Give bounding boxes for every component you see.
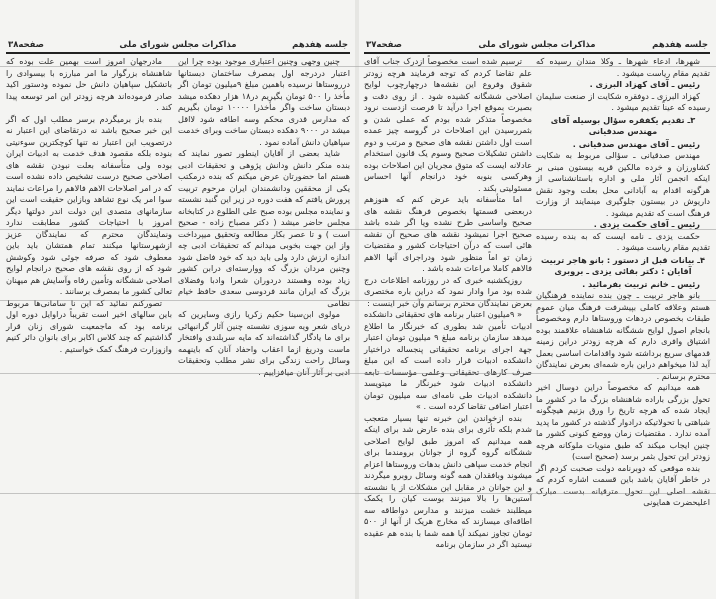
text-column-right	[178, 56, 350, 378]
paragraph: بانو هاجر تربیت ـ چون بنده نماینده فرهنگیان هستم وعلاقه کاملی بپیشرفت فرهنگ میان عموم طبقات بخصوص دردهات وروستاها دارم ومخصوصاً بانجام اصول لوایح ششگانه شاهنشاه علاقمند بوده اشتیاق وافری دارم که هرچه زودتر دراین زمینه قدمهای سریع برداشته شود واقدامات اساسی بعمل آید لذا میخواهم دراین باره شمه‌ای بعرض نمایندگان محترم برسانم .	[536, 290, 710, 381]
session-label: جلسه هفدهم	[292, 40, 348, 50]
paragraph: « ۹میلیون اعتبار برنامه های تحقیقاتی دانشکده ادبیات تأمین شد بطوری که خبرنگار ما اطلاع میدهد سازمان برنامه مبلغ ۹ میلیون تومان اعتبار جهة اجرای برنامه تحقیقاتی پنجساله دراختیار دانشکده ادبیات قرار داده است که این مبلغ صرف کارهای تحقیقاتی وعلمی مؤسسات تابعه دانشکده ادبیات شود خبرنگار ما میتویسد دانشکده ادبیات طی نامه‌ای سه میلیون تومان اعتبار اضافی تقاضا کرده است . »	[364, 309, 532, 411]
paragraph: چنین وجهی وچنین اعتباری موجود بوده چرا این اعتبار دردرجه اول بمصرف ساختمان دبستانها درروستاها نرسیده باهمین مبلغ ۹میلیون تومان اگر مأخذ را ۵۰۰ تومان بگیریم در۱۸ هزار دهکده میشد دبستان ساخت واگر مأخذرا ۱۰۰۰۰ تومان بگیریم که مدارس قدری محکم وسه اطاقه شود لااقل میشد در ۹۰۰۰ دهکده دبستان ساخت وبرای خدمت سپاهیان دانش آماده نمود .	[178, 56, 351, 147]
paragraph: بنده ازخواندن این خبرنه تنها بسیار متعجب شدم بلکه تأثری برای بنده عارض شد برای اینکه همه میدانیم که امروز طبق لوایح اصلاحی ششگانه گروه گروه از جوانان برومندما برای انجام خدمت سپاهی دانش بدهات وروستاها اعزام میشوند وبافقدان همه گونه وسائل روبرو میگردند و این جوانان در مقابل این مشکلات از یا نشسته آستین‌ها را بالا میزنند بوست کیان را یکمک میطلبند خشت میزنند و مدارس دواطاقه سه اطاقه‌ای میسازند که مخارج هریک از آنها از ۵۰۰ تومان تجاوز نمیکند آیا همه شما با بنده هم عقیده نیستید اگر در سازمان برنامه	[364, 412, 532, 549]
paragraph: حکمت یزدی ـ نامه ایست که به بنده رسیده تقدیم مقام ریاست میشود .	[536, 230, 710, 252]
paragraph: همه میدانیم که مخصوصاً دراین دوسال اخیر تحول بزرگی باراده شاهنشاه بزرگ ما در کشور ما ایجاد شده که هرچه تاریخ را ورق بزنیم هیچگونه شباهتی با تحولاتیکه درادوار گذشته در کشور ما پدید آمده ندارد . مقتضیات زمان ووضع کنونی کشور ما چنین ایجاب میکند که طبق منویات ملوکانه هرچه زودتر این تحول بثمر برسد (صحیح است)	[536, 382, 710, 461]
text-column-right	[536, 56, 710, 509]
paragraph: روزیکشنبه خبری که در روزنامه اطلاعات درج شده بود مرا وادار نمود که دراین باره مختصری بعرض نمایندگان محترم برسانم وآن خبر اینست :	[364, 274, 532, 308]
paragraph: بنده باز برمیگردم برسر مطلب اول که اگر این خبر صحیح باشد نه درتقاضای این اعتبار نه درتصویب این اعتبار نه تنها کوچکترین سوءنیتی بنوده بلکه مقصود هدف خدمت به ادبیات ایران بوده ولی متأسفانه بعلت نبودن نقشه های اصلاحی صحیح درست تشخیص داده نشده است که در امر اصلاحات الاهم فالاهم را مراعات نمایند سوا امر یک نوع تشاهد وبازاین حقیقت است این سازمانهای متصدی این دولت اندر دولتها دیگر امروز با احتیاجات کشور مطابقت ندارد ونمایندگان محترم که نمایندگان عزیز ازشهرستانها میکنند تمام همتشان باید باین معطوف شود که صرفه جوئی شود وکوشش شود که از روی نقشه های صحیح درانجام لوایح اصلاحی ششگانه وتأمین رفاه وآسایش هم میهنان تعالی کشور ما بمصرف برسانند .	[6, 113, 172, 296]
paragraph: مادرجهان امروز است بهمین علت بوده که شاهنشاه بزرگوار ما امر مبارزه با بیسوادی را باتشکیل سپاهیان دانش حل نموده ودستور اکید صادر فرموده‌اند هرچه زودتر این امر توسعه پیدا کند .	[6, 56, 172, 112]
paragraph: مولوی ابن‌سینا حکیم زکریا رازی وسایرین که دریای شعر ویه سوزی نشسته چنین آثار گرانبهائی برای ما یادگار گذاشته‌اند که مایه سربلندی وافتخار ماست ودریغ ازما اعقاب واحفاد آنان که باینهمه وسائل راحت زندگی برای نشر مطلب وتحقیقات ادبی بر آثار آنان میافزاییم .	[178, 309, 350, 377]
paragraph: تصورکنم نمائید که این نا سامانی‌ها مربوط باین سالهای اخیر است تقریباً دراوایل دوره اول برنامه بود که ماجمعیت شورای زنان قرار گذاشتیم که چند کلاس اکابر برای بانوان دائر کنیم وازوزارت فرهنگ کمک خواستیم .	[6, 297, 172, 354]
page-header	[366, 36, 708, 50]
text-column-left	[364, 56, 532, 551]
scan-artifact-line	[0, 373, 716, 374]
scan-artifact-line	[0, 493, 716, 494]
running-title: مذاکرات مجلس شورای ملی	[478, 40, 596, 50]
page-number: صفحه۳۸	[8, 40, 45, 50]
paragraph: ترسیم شده است مخصوصاً ازدرک جناب آقای علم تقاضا کردم که توجه فرمایند هرچه زودتر شقوق وفروع این نقشه‌ها درچهارچوب لوایح اصلاحی ششگانه کشیده شود . از روی دقت و بصیرت بموقع اجرا درآید تا فرصت ازدست نرود مخصوصاً متذکر شده بودم که عملی شدن و بثمررسیدن این اصلاحات در گروسه چیز عمده است اول داشتن نقشه های صحیح و مرتب و دوم داشتن تشکیلات صحیح وسوم یک قانون استخدام عادلانه ایست که متوق مجریان این اصلاحات بوده وهرکسی بنوبه خود درانجام آنها احساس مسئولیتی بکند .	[364, 56, 532, 193]
header-rule	[364, 52, 710, 54]
session-label: جلسه هفدهم	[652, 40, 708, 50]
paragraph: بنده موقعی که دوبرنامه دولت صحبت کردم اگر در خاطر آقایان باشد باین قسمت اشاره کردم که نقشه اصلی این تحول مترقیانه بدست مبارک اعلیحضرت همایونی	[536, 462, 710, 507]
speaker-line: رئیس ـ آقای کهزاد البرزی .	[589, 79, 700, 89]
text-column-left	[6, 56, 172, 355]
scan-artifact-line	[0, 66, 716, 67]
paragraph: مهندس صدقیانی ـ سؤالی مربوط به شکایت کشاورزان و خرده مالکین قریه بیستون مبنی بر اینکه انجمن آثار ملی و اداره باستانشناسی از هرگونه اقدام به آبادانی محل بعلت وجود نقش داریوش در بیستون جلوگیری مینمایند از وزارت فرهنگ است که تقدیم میشود .	[536, 150, 710, 218]
paragraph: کهزاد البرزی ـ دوفقره شکایت از صنعت سلیمان رسیده که عیناً تقدیم میشود .	[536, 90, 710, 112]
page-number: صفحه۳۷	[366, 40, 403, 50]
paragraph: شهرها، ادعاء شهرها ـ وکلا مندان رسیده که تقدیم مقام ریاست میشود .	[536, 56, 710, 78]
scan-artifact-line	[0, 300, 716, 301]
scan-artifact-line	[0, 229, 716, 230]
running-title: مذاکرات مجلس شورای ملی	[119, 40, 237, 50]
section-heading: ۳ـ تقدیم یکفقره سؤال بوسیله آقای مهندس صدقیانی	[550, 114, 696, 136]
speaker-line: رئیس ـ آقای حکمت یزدی .	[593, 219, 700, 229]
section-heading: ۴ـ بیانات قبل از دستور : بانو هاجر تربیت آقایان : دکتر بقائی یزدی ـ بروبری	[540, 254, 706, 276]
header-rule	[6, 52, 350, 54]
speaker-line: رئیس ـ خانم تربیت بفرمائید .	[582, 278, 700, 289]
paragraph: شاید بعضی از آقایان اینطور تصور نمایند که بنده منکر دانش ودانش پژوهی و تحقیقات ادبی هستم اما حضورتان عرض میکنم که بنده درمکتب یکی از محققین ودانشمندان ایران مرحوم تربیت پرورش یافتم که هفت دوره در زیر این گنبد نشسته و نماینده مجلس بوده صبح علی الطلوع در کتابخانه مجلس حاضر میشد ( دکتر مصباح زاده - صحیح است ) و تا عصر بکار مطالعه وتحقیق میپرداخت واز این جهت بخوبی میدانم که تحقیقات ادبی چه اندازه ارزش دارد ولی باید دید که خود فاضل شود وچنین مردان بزرگ که ووارسته‌ای درابن کشور زیاد بوده وهستند دردوران شعرا وادبا وفضلای بزرگ که ایران مانند فردوسی سعدی حافظ خیام نظامی	[178, 148, 350, 308]
page-header	[8, 36, 348, 50]
speaker-line: رئیس ـ آقای مهندس صدقیانی .	[572, 138, 700, 149]
paragraph: اما متأسفانه باید عرض کنم که هنوزهم دربعضی قسمتها بخصوص فرهنگ نقشه های صحیح واساسی طرح نشده ویا اگر شده باشد صحیح اجرا نمیشود نقشه های صحیح آن نقشه هائی است که درآن احتیاجات کشور و مقتضیات زمان تو اماً منظور شود ودراجرای آنها الاهم فالاهم کاملا مراعات شده باشد .	[364, 194, 532, 273]
